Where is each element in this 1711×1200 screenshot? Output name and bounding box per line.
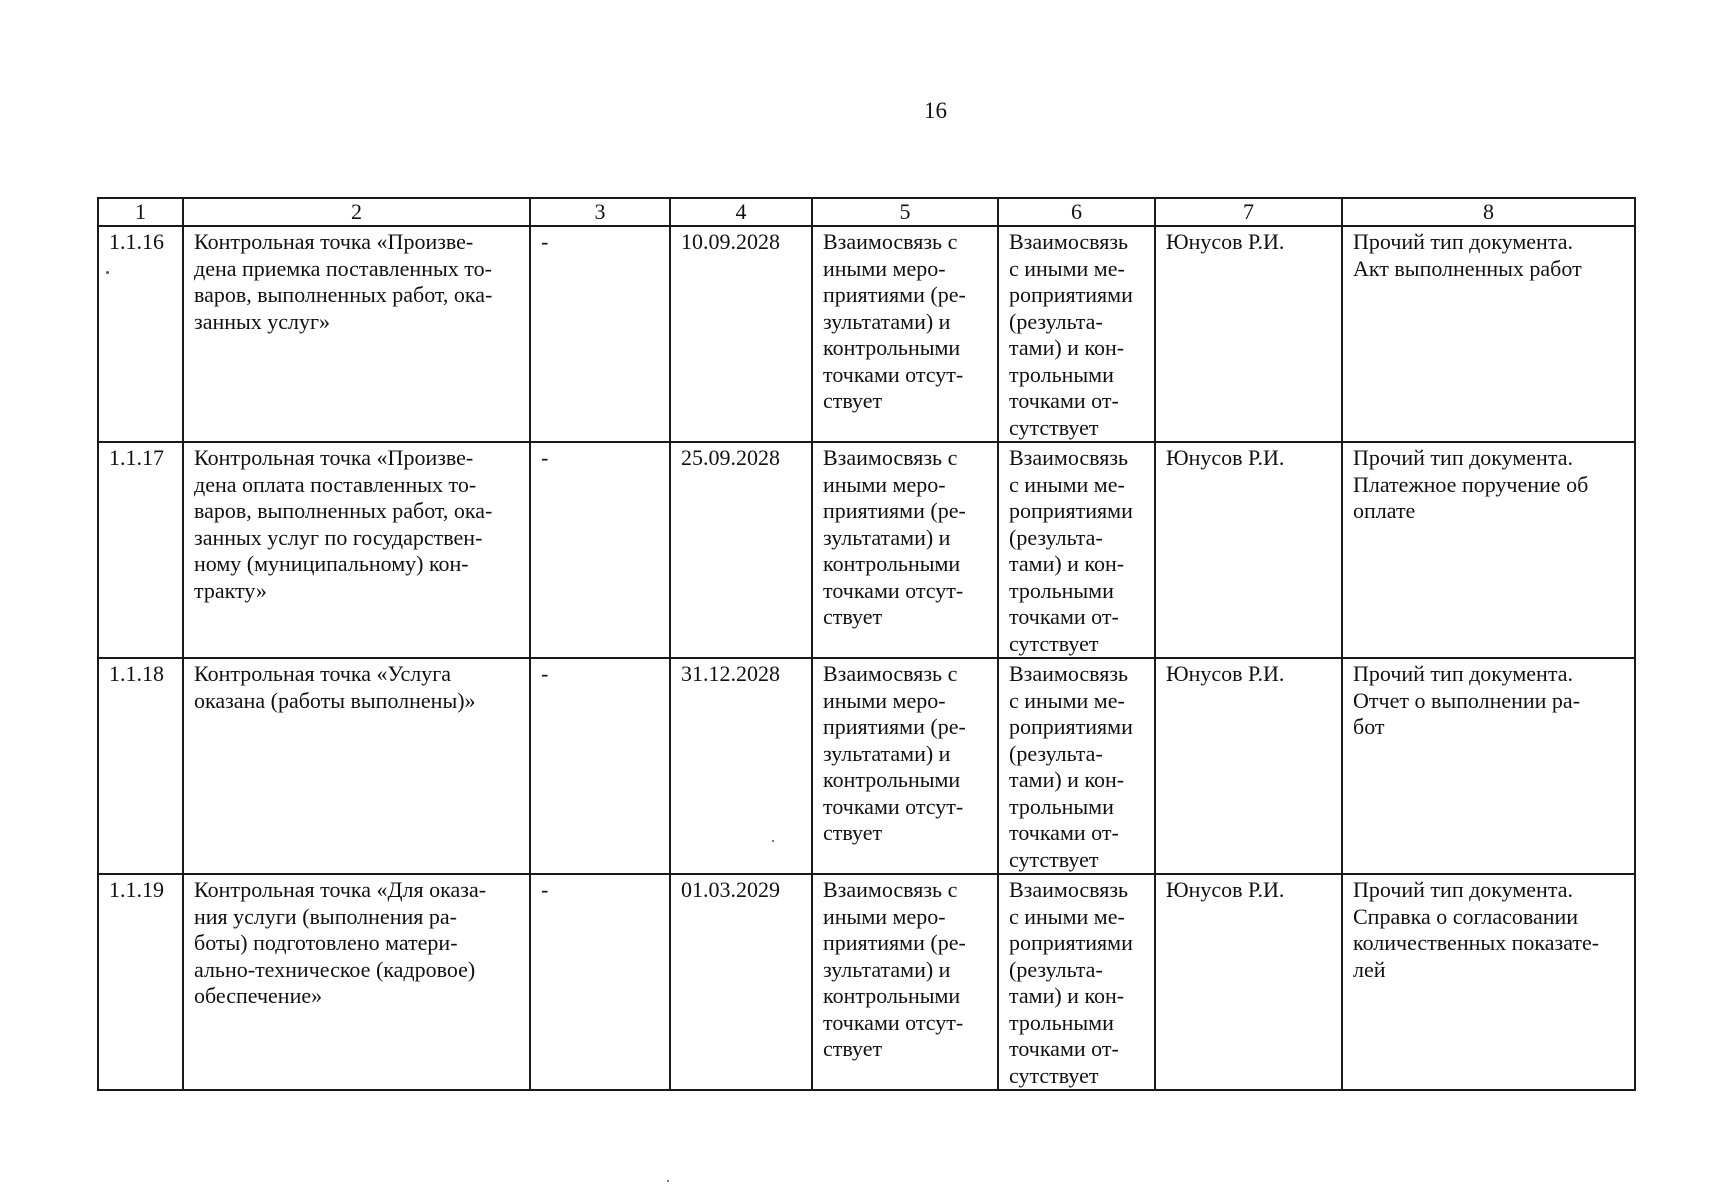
table-row xyxy=(98,226,1635,442)
due-date: 10.09.2028 xyxy=(670,226,812,442)
relationship-text: Взаимосвязь с иными меро- приятиями (ре- зультатами) и контрольными точками отсут- ствует xyxy=(812,874,998,1090)
column-3-value: - xyxy=(530,442,670,658)
due-date: 31.12.2028 xyxy=(670,658,812,874)
header-cell: 6 xyxy=(998,198,1155,226)
header-cell: 3 xyxy=(530,198,670,226)
relationship-text: Взаимосвязь с иными меро- приятиями (ре- зультатами) и контрольными точками отсут- ствует xyxy=(812,226,998,442)
relationship-text-alt: Взаимосвязь с иными ме- роприятиями (результа- тами) и кон- трольными точками от- сутствует xyxy=(998,226,1155,442)
relationship-text-alt: Взаимосвязь с иными ме- роприятиями (результа- тами) и кон- трольными точками от- сутствует xyxy=(998,658,1155,874)
relationship-text: Взаимосвязь с иными меро- приятиями (ре- зультатами) и контрольными точками отсут- ствует xyxy=(812,658,998,874)
scan-speck xyxy=(106,271,109,274)
table-row xyxy=(98,874,1635,1090)
document-type: Прочий тип документа. Отчет о выполнении ра- бот xyxy=(1342,658,1635,874)
control-point-name: Контрольная точка «Для оказа- ния услуги (выполнения ра- боты) подготовлено матери- ально-техническое (кадровое) обеспечение» xyxy=(183,874,530,1090)
due-date: 25.09.2028 xyxy=(670,442,812,658)
column-3-value: - xyxy=(530,226,670,442)
relationship-text-alt: Взаимосвязь с иными ме- роприятиями (результа- тами) и кон- трольными точками от- сутствует xyxy=(998,874,1155,1090)
scan-speck xyxy=(772,840,774,842)
row-number: 1.1.18 xyxy=(98,658,183,874)
due-date: 01.03.2029 xyxy=(670,874,812,1090)
header-cell: 5 xyxy=(812,198,998,226)
control-point-name: Контрольная точка «Произве- дена приемка поставленных то- варов, выполненных работ, ока- занных услуг» xyxy=(183,226,530,442)
header-row xyxy=(98,198,1635,226)
table-row xyxy=(98,442,1635,658)
responsible-person: Юнусов Р.И. xyxy=(1155,658,1342,874)
page-number: 16 xyxy=(924,98,947,123)
control-point-name: Контрольная точка «Произве- дена оплата поставленных то- варов, выполненных работ, ока- занных услуг по государствен- ному (муниципальному) кон- тракту» xyxy=(183,442,530,658)
responsible-person: Юнусов Р.И. xyxy=(1155,442,1342,658)
header-cell: 4 xyxy=(670,198,812,226)
column-3-value: - xyxy=(530,874,670,1090)
row-number: 1.1.17 xyxy=(98,442,183,658)
document-type: Прочий тип документа. Справка о согласовании количественных показате- лей xyxy=(1342,874,1635,1090)
relationship-text: Взаимосвязь с иными меро- приятиями (ре- зультатами) и контрольными точками отсут- ствует xyxy=(812,442,998,658)
header-cell: 1 xyxy=(98,198,183,226)
control-point-name: Контрольная точка «Услуга оказана (работы выполнены)» xyxy=(183,658,530,874)
control-points-table xyxy=(97,197,1636,1091)
scan-speck xyxy=(667,1180,669,1182)
document-type: Прочий тип документа. Акт выполненных работ xyxy=(1342,226,1635,442)
responsible-person: Юнусов Р.И. xyxy=(1155,226,1342,442)
column-3-value: - xyxy=(530,658,670,874)
table-row xyxy=(98,658,1635,874)
header-cell: 7 xyxy=(1155,198,1342,226)
header-cell: 2 xyxy=(183,198,530,226)
header-cell: 8 xyxy=(1342,198,1635,226)
row-number: 1.1.19 xyxy=(98,874,183,1090)
document-type: Прочий тип документа. Платежное поручение об оплате xyxy=(1342,442,1635,658)
row-number: 1.1.16 xyxy=(98,226,183,442)
relationship-text-alt: Взаимосвязь с иными ме- роприятиями (результа- тами) и кон- трольными точками от- сутствует xyxy=(998,442,1155,658)
responsible-person: Юнусов Р.И. xyxy=(1155,874,1342,1090)
